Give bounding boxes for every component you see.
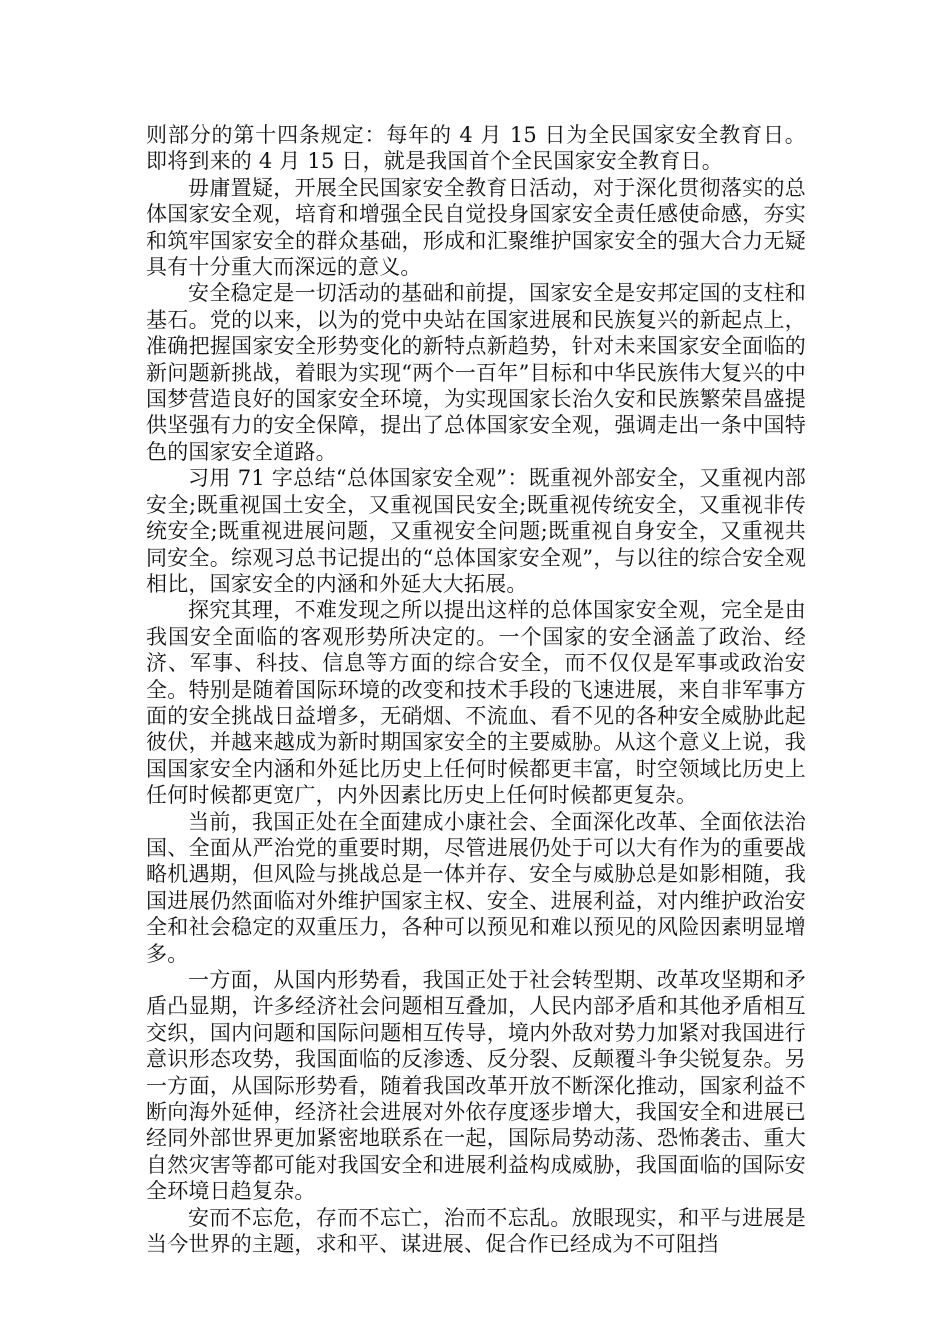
paragraph-6: 当前，我国正处在全面建成小康社会、全面深化改革、全面依法治国、全面从严治党的重要时期，尽管进展仍处于可以大有作为的重要战略机遇期，但风险与挑战总是一体并存、安全与威胁总是如影相随，我国进展仍然面临对外维护国家主权、安全、进展利益，对内维护政治安全和社会稳定的双重压力，各种可以预见和难以预见的风险因素明显增多。 (146, 809, 806, 966)
paragraph-4: 习用 71 字总结“总体国家安全观”：既重视外部安全，又重视内部安全;既重视国土安全，又重视国民安全;既重视传统安全，又重视非传统安全;既重视进展问题，又重视安全问题;既重视自身安全，又重视共同安全。综观习总书记提出的“总体国家安全观”，与以往的综合安全观相比，国家安全的内涵和外延大大拓展。 (146, 466, 806, 596)
paragraph-7: 一方面，从国内形势看，我国正处于社会转型期、改革攻坚期和矛盾凸显期，许多经济社会问题相互叠加，人民内部矛盾和其他矛盾相互交织，国内问题和国际问题相互传导，境内外敌对势力加紧对我国进行意识形态攻势，我国面临的反渗透、反分裂、反颠覆斗争尖锐复杂。另一方面，从国际形势看，随着我国改革开放不断深化推动，国家利益不断向海外延伸，经济社会进展对外依存度逐步增大，我国安全和进展已经同外部世界更加紧密地联系在一起，国际局势动荡、恐怖袭击、重大自然灾害等都可能对我国安全和进展利益构成威胁，我国面临的国际安全环境日趋复杂。 (146, 968, 806, 1204)
document-body (146, 122, 806, 1257)
paragraph-5: 探究其理，不难发现之所以提出这样的总体国家安全观，完全是由我国安全面临的客观形势所决定的。一个国家的安全涵盖了政治、经济、军事、科技、信息等方面的综合安全，而不仅仅是军事或政治安全。特别是随着国际环境的改变和技术手段的飞速进展，来自非军事方面的安全挑战日益增多，无硝烟、不流血、看不见的各种安全威胁此起彼伏，并越来越成为新时期国家安全的主要威胁。从这个意义上说，我国国家安全内涵和外延比历史上任何时候都更丰富，时空领域比历史上任何时候都更宽广，内外因素比历史上任何时候都更复杂。 (146, 598, 806, 808)
paragraph-2: 毋庸置疑，开展全民国家安全教育日活动，对于深化贯彻落实的总体国家安全观，培育和增强全民自觉投身国家安全责任感使命感，夯实和筑牢国家安全的群众基础，形成和汇聚维护国家安全的强大合力无疑具有十分重大而深远的意义。 (146, 175, 806, 280)
paragraph-3: 安全稳定是一切活动的基础和前提，国家安全是安邦定国的支柱和基石。党的以来，以为的党中央站在国家进展和民族复兴的新起点上，准确把握国家安全形势变化的新特点新趋势，针对未来国家安全面临的新问题新挑战，着眼为实现“两个一百年”目标和中华民族伟大复兴的中国梦营造良好的国家安全环境，为实现国家长治久安和民族繁荣昌盛提供坚强有力的安全保障，提出了总体国家安全观，强调走出一条中国特色的国家安全道路。 (146, 281, 806, 464)
paragraph-8: 安而不忘危，存而不忘亡，治而不忘乱。放眼现实，和平与进展是当今世界的主题，求和平、谋进展、促合作已经成为不可阻挡 (146, 1205, 806, 1257)
paragraph-1: 则部分的第十四条规定：每年的 4 月 15 日为全民国家安全教育日。即将到来的 4 月 15 日，就是我国首个全民国家安全教育日。 (146, 123, 806, 174)
